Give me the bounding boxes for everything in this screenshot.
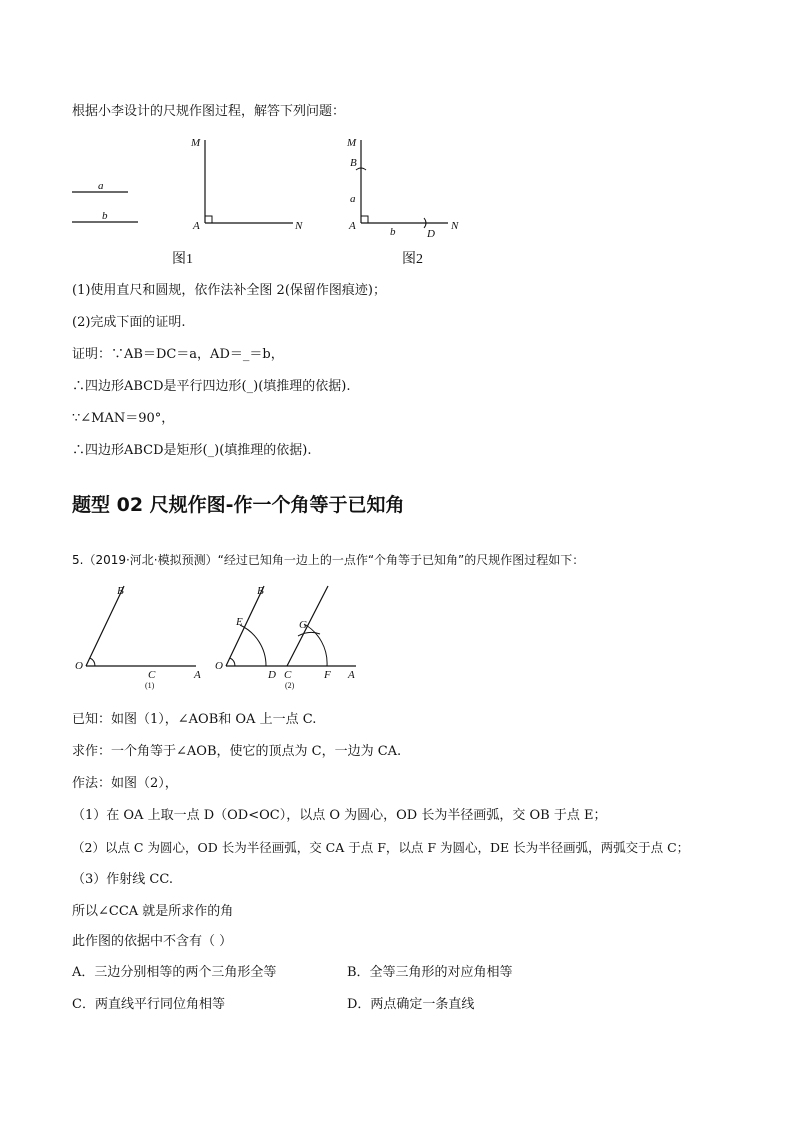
fig2-label-g: G [299, 619, 307, 631]
label-a-segment: a [350, 193, 356, 205]
proof-line-3: ∵∠MAN＝90°， [72, 411, 175, 426]
fig1-label-a: A [194, 669, 201, 681]
segment-a-label: a [98, 180, 104, 192]
figure-2 [340, 130, 470, 270]
fig2-label-a: A [348, 669, 355, 681]
problem-5-method: 作法：如图（2）， [72, 776, 178, 791]
option-a: A．三边分别相等的两个三角形全等 [72, 965, 277, 980]
question-1: (1)使用直尺和圆规，依作法补全图 2(保留作图痕迹)； [72, 283, 386, 298]
fig2-label-b: B [257, 585, 264, 597]
proof-line-4: ∴四边形ABCD是矩形(_)(填推理的依据). [72, 443, 312, 458]
problem-5-step-2: （2）以点 C 为圆心，OD 长为半径画弧，交 CA 于点 F，以点 F 为圆心，DE 长为半径画弧，两弧交于点 C； [72, 840, 690, 855]
label-b-point: B [350, 157, 357, 169]
label-n: N [295, 220, 303, 232]
section-title: 题型 02 尺规作图-作一个角等于已知角 [72, 494, 405, 516]
angle-mark-o-2 [230, 658, 235, 666]
problem-5-task: 求作：一个角等于∠AOB，使它的顶点为 C，一边为 CA. [72, 744, 402, 759]
problem-5-step-1: （1）在 OA 上取一点 D（OD<OC），以点 O 为圆心，OD 长为半径画弧，交 OB 于点 E； [72, 808, 607, 823]
problem-5-conclusion: 所以∠CCA 就是所求作的角 [72, 904, 234, 919]
angle-mark-o [90, 658, 95, 666]
ray-ob [86, 586, 124, 666]
fig1-caption: (1) [145, 681, 155, 690]
fig1-label-c: C [148, 669, 156, 681]
fig2-label-o: O [215, 660, 223, 672]
problem-5-step-3: （3）作射线 CC. [72, 872, 173, 887]
figure-1-right-angle [172, 130, 315, 270]
fig2-label-f: F [324, 669, 331, 681]
label-d: D [427, 228, 435, 240]
figure-1-caption: 图1 [172, 252, 193, 267]
problem-5-stem: 5.（2019·河北·模拟预测）“经过已知角一边上的一点作“个角等于已知角”的尺规作图过程如下： [72, 553, 585, 567]
fig2-label-d: D [268, 669, 276, 681]
segment-b-label: b [102, 210, 108, 222]
label-a: A [193, 220, 200, 232]
fig2-caption: (2) [285, 681, 295, 690]
fig2-label-c: C [284, 669, 292, 681]
problem-5-known: 已知：如图（1），∠AOB和 OA 上一点 C. [72, 712, 317, 727]
label-b-segment: b [390, 226, 396, 238]
right-angle-mark-2 [361, 216, 368, 223]
fig1-label-b: B [117, 585, 124, 597]
label-a-2: A [349, 220, 356, 232]
proof-line-1: 证明：∵AB＝DC＝a，AD＝_＝b， [72, 347, 284, 362]
option-d: D．两点确定一条直线 [347, 997, 475, 1012]
arc-de [240, 625, 266, 666]
option-c: C．两直线平行同位角相等 [72, 997, 225, 1012]
label-n-2: N [451, 220, 459, 232]
intro-text: 根据小李设计的尺规作图过程，解答下列问题： [72, 104, 346, 119]
ray-ob-2 [226, 586, 264, 666]
right-angle-mark [205, 216, 212, 223]
question-2: (2)完成下面的证明. [72, 315, 186, 330]
problem-5-figure-2 [210, 580, 370, 690]
option-b: B．全等三角形的对应角相等 [347, 965, 513, 980]
problem-5-figure-1 [70, 580, 210, 690]
figure-2-caption: 图2 [402, 252, 423, 267]
label-m: M [191, 137, 201, 149]
figure-1-segments [70, 170, 150, 230]
fig1-label-o: O [75, 660, 83, 672]
proof-line-2: ∴四边形ABCD是平行四边形(_)(填推理的依据). [72, 379, 351, 394]
arc-gf [304, 624, 327, 666]
problem-5-question: 此作图的依据中不含有（ ） [72, 934, 233, 949]
label-m-2: M [347, 137, 357, 149]
fig2-label-e: E [236, 616, 243, 628]
